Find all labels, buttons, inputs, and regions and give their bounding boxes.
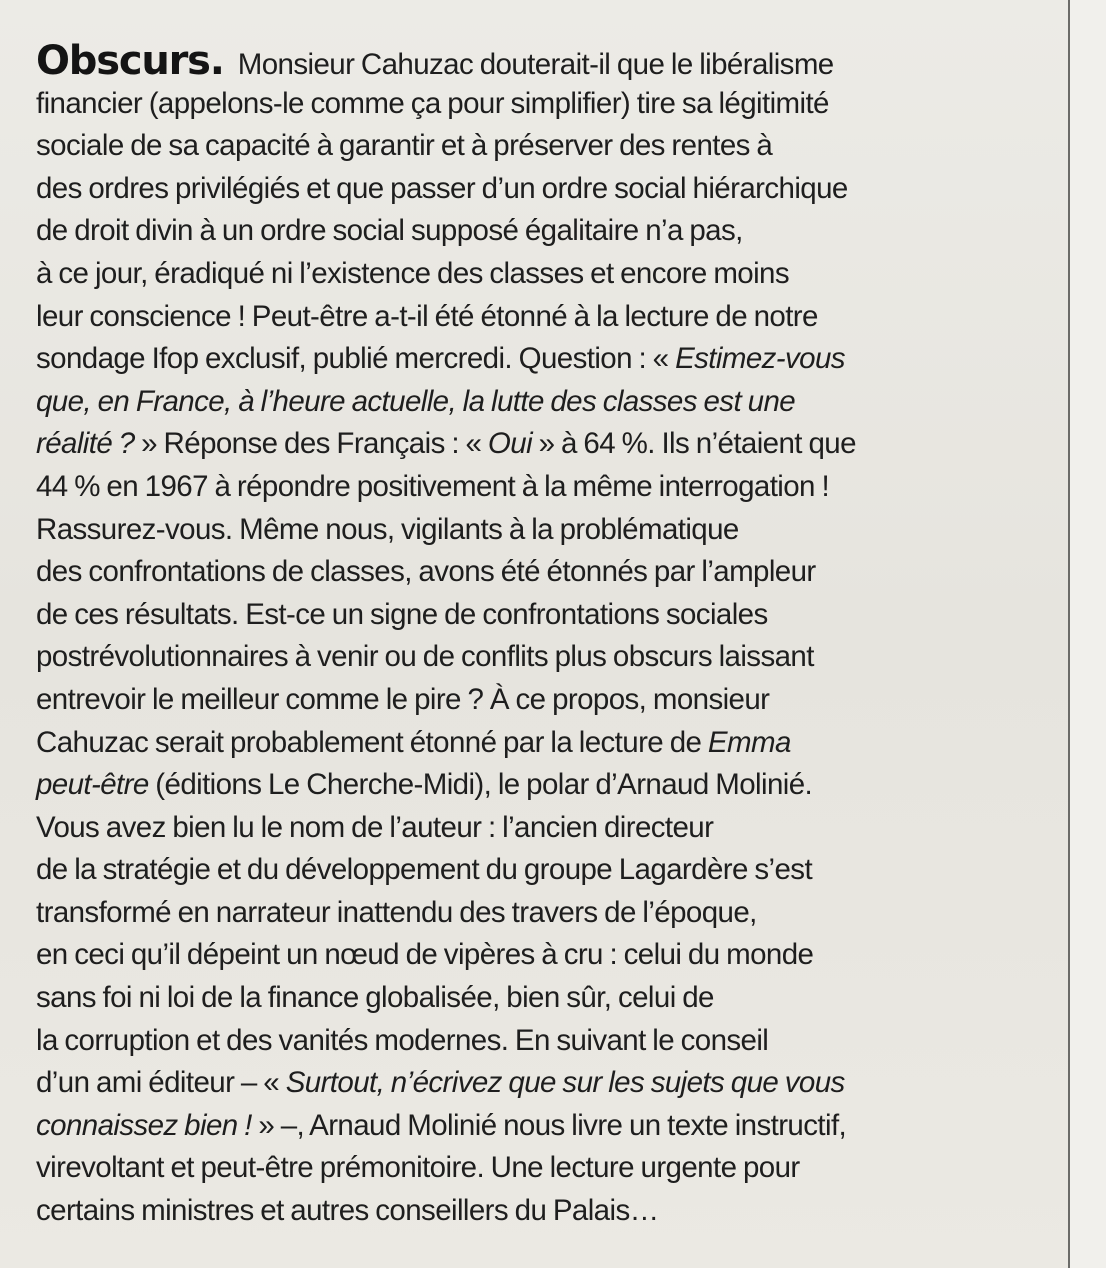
text-line	[36, 892, 1036, 935]
italic-segment: réalité ?	[36, 427, 135, 461]
text-segment: certains ministres et autres conseillers du Palais…	[36, 1194, 659, 1228]
italic-segment: connaissez bien !	[36, 1108, 252, 1142]
text-segment: à ce jour, éradiqué ni l’existence des classes et encore moins	[36, 256, 790, 290]
text-line	[36, 594, 1036, 637]
text-line	[36, 381, 1036, 424]
text-segment: sans foi ni loi de la finance globalisée, bien sûr, celui de	[36, 981, 714, 1015]
article-body	[36, 40, 1036, 1233]
text-segment: de droit divin à un ordre social supposé égalitaire n’a pas,	[36, 214, 743, 248]
article-kicker: Obscurs.	[36, 38, 224, 84]
italic-segment: peut-être	[36, 768, 149, 802]
text-line	[36, 722, 1036, 765]
text-segment: de ces résultats. Est-ce un signe de confrontations sociales	[36, 597, 768, 631]
text-line	[36, 509, 1036, 552]
text-segment: financier (appelons-le comme ça pour simplifier) tire sa légitimité	[36, 86, 829, 120]
text-line	[36, 551, 1036, 594]
text-segment: d’un ami éditeur – «	[36, 1066, 286, 1100]
text-segment: des confrontations de classes, avons été étonnés par l’ampleur	[36, 555, 816, 589]
text-segment: de la stratégie et du développement du groupe Lagardère s’est	[36, 853, 813, 887]
text-segment: Monsieur Cahuzac douterait-il que le libéralisme	[237, 48, 834, 81]
text-segment: en ceci qu’il dépeint un nœud de vipères à cru : celui du monde	[36, 938, 814, 972]
text-line	[36, 83, 1036, 126]
text-line	[36, 338, 1036, 381]
text-line	[36, 466, 1036, 509]
text-line	[36, 125, 1036, 168]
text-segment: Cahuzac serait probablement étonné par la lecture de	[36, 725, 708, 759]
text-segment: » à 64 %. Ils n’étaient que	[532, 427, 856, 461]
adjacent-column-margin	[1070, 0, 1106, 1268]
text-line	[36, 1062, 1036, 1105]
italic-segment: que, en France, à l’heure actuelle, la lutte des classes est une	[36, 384, 796, 418]
text-line	[36, 253, 1036, 296]
text-segment: Vous avez bien lu le nom de l’auteur : l’ancien directeur	[36, 810, 714, 844]
text-line	[36, 636, 1036, 679]
text-segment: Rassurez-vous. Même nous, vigilants à la problématique	[36, 512, 739, 546]
text-line	[36, 40, 1036, 83]
text-segment: » Réponse des Français : «	[134, 427, 488, 461]
text-segment: la corruption et des vanités modernes. En suivant le conseil	[36, 1023, 769, 1057]
text-segment: virevoltant et peut-être prémonitoire. Une lecture urgente pour	[36, 1151, 800, 1185]
text-segment: sondage Ifop exclusif, publié mercredi. Question : «	[36, 342, 676, 376]
text-line	[36, 977, 1036, 1020]
italic-segment: Oui	[487, 427, 533, 461]
text-line	[36, 1147, 1036, 1190]
text-segment: » –, Arnaud Molinié nous livre un texte instructif,	[251, 1108, 847, 1142]
article-column	[36, 40, 1036, 1233]
text-segment: 44 % en 1967 à répondre positivement à la même interrogation !	[36, 469, 830, 503]
text-line	[36, 679, 1036, 722]
text-segment: entrevoir le meilleur comme le pire ? À ce propos, monsieur	[36, 682, 770, 716]
text-line	[36, 1190, 1036, 1233]
text-line	[36, 807, 1036, 850]
text-line	[36, 296, 1036, 339]
text-line	[36, 934, 1036, 977]
text-line	[36, 423, 1036, 466]
text-segment: transformé en narrateur inattendu des travers de l’époque,	[36, 895, 757, 929]
text-segment: sociale de sa capacité à garantir et à préserver des rentes à	[36, 129, 773, 163]
italic-segment: Emma	[707, 725, 791, 759]
text-segment: (éditions Le Cherche-Midi), le polar d’Arnaud Molinié.	[148, 768, 813, 802]
italic-segment: Surtout, n’écrivez que sur les sujets que vous	[285, 1066, 845, 1100]
text-line	[36, 1020, 1036, 1063]
text-segment: des ordres privilégiés et que passer d’un ordre social hiérarchique	[36, 171, 848, 205]
text-line	[36, 849, 1036, 892]
text-segment: postrévolutionnaires à venir ou de conflits plus obscurs laissant	[36, 640, 814, 674]
text-line	[36, 168, 1036, 211]
text-line	[36, 1105, 1036, 1148]
italic-segment: Estimez-vous	[675, 342, 845, 376]
text-segment: leur conscience ! Peut-être a-t-il été étonné à la lecture de notre	[36, 299, 818, 333]
text-line	[36, 210, 1036, 253]
text-line	[36, 764, 1036, 807]
